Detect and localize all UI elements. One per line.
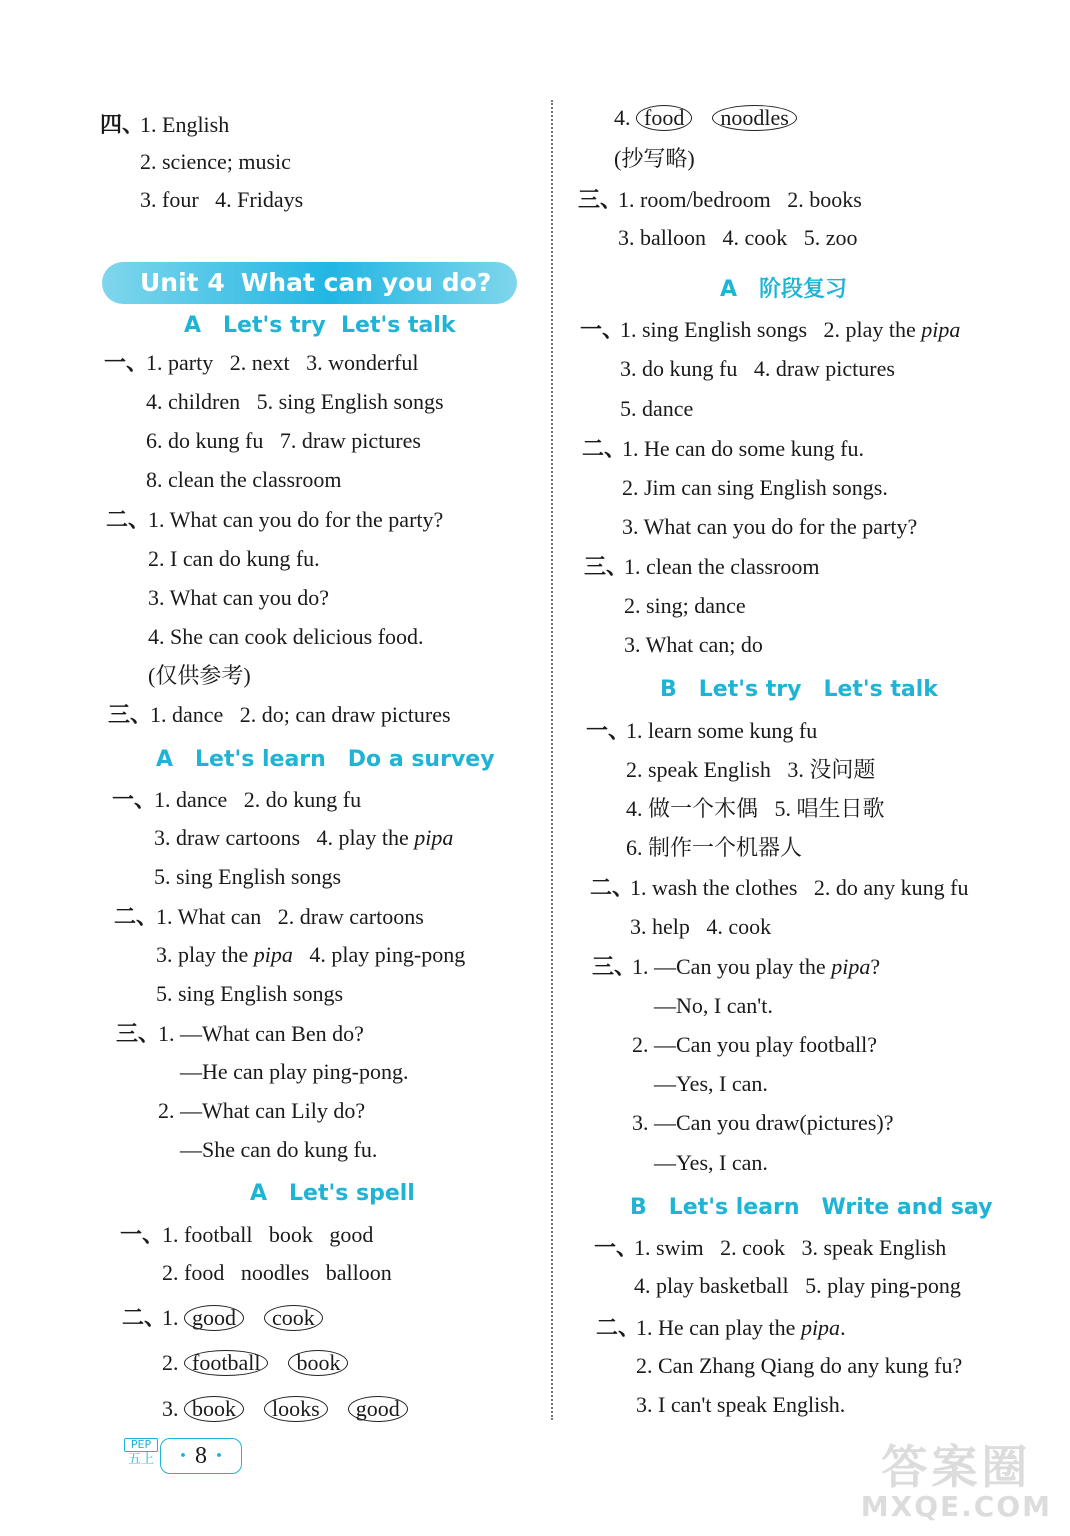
answer-line: 5. sing English songs [154,864,342,889]
answer-line: 1. learn some kung fu [626,718,818,743]
answer-line: 2. I can do kung fu. [148,546,320,571]
watermark-url: MXQE.COM [860,1490,1052,1523]
circled-word: good [184,1305,244,1331]
answer-line: 2. sing; dance [624,593,746,618]
answer-line: 3. —Can you draw(pictures)? [632,1110,894,1135]
answer-line: 3. do kung fu 4. draw pictures [620,356,895,381]
watermark-logo: 答案圈 [881,1440,1032,1494]
section-heading [630,1194,992,1222]
circled-word: cook [264,1305,323,1331]
answer-line: 4. children 5. sing English songs [146,389,444,414]
section-title-2: Let's talk [823,677,938,702]
answer-line: —Yes, I can. [654,1071,768,1096]
answer-line: 1. English [140,112,230,137]
answer-line: 4. 做一个木偶 5. 唱生日歌 [626,796,885,821]
grade-label [124,1438,158,1467]
circled-word: football [184,1350,268,1376]
circled-row: 1. good cook [162,1305,323,1331]
q-number: 二、 [590,875,635,900]
answer-line: 3. four 4. Fridays [140,187,304,212]
answer-line: 3. balloon 4. cook 5. zoo [618,225,858,250]
answer-line: 2. food noodles balloon [162,1260,392,1285]
answer-line: 1. He can play the pipa. [636,1315,846,1340]
q-number: 三、 [584,554,629,579]
answer-line: 4. She can cook delicious food. [148,624,424,649]
answer-line: 2. —Can you play football? [632,1032,878,1057]
answer-line: 3. I can't speak English. [636,1392,846,1417]
answer-line: 6. do kung fu 7. draw pictures [146,428,421,453]
section-title: Let's try [698,677,802,702]
grade-text: 五上 [127,1452,154,1467]
section-heading [720,276,847,304]
q-number: 一、 [120,1222,165,1247]
q-number: 二、 [106,507,151,532]
section-title-2: Write and say [821,1195,993,1220]
answer-line: 1. What can you do for the party? [148,507,444,532]
answer-line: —Yes, I can. [654,1150,768,1175]
answer-line: 2. speak English 3. 没问题 [626,757,876,782]
q-number: 一、 [112,787,157,812]
section-heading [156,746,495,774]
answer-line: 1. party 2. next 3. wonderful [146,350,419,375]
q-number: 二、 [122,1305,167,1330]
unit-name: What can you do? [240,268,492,297]
answer-line: 3. draw cartoons 4. play the pipa [154,825,454,850]
section-title: Let's learn [668,1195,800,1220]
circled-row: 2. football book [162,1350,348,1376]
q-number: 三、 [578,187,623,212]
note: (抄写略) [614,146,695,171]
answer-line: 1. football book good [162,1222,374,1247]
circled-row: 4. food noodles [614,105,797,131]
unit-title [140,268,491,297]
answer-line: 1. —What can Ben do? [158,1021,364,1046]
section-heading [184,312,455,340]
answer-line: —No, I can't. [654,993,773,1018]
answer-line: 1. dance 2. do kung fu [154,787,362,812]
answer-line: 3. What can you do? [148,585,330,610]
answer-line: 5. sing English songs [156,981,344,1006]
section-letter: B [660,677,677,702]
answer-line: —She can do kung fu. [180,1137,378,1162]
circled-word: food [636,105,692,131]
q-number: 一、 [586,718,631,743]
answer-line: 1. wash the clothes 2. do any kung fu [630,875,969,900]
section-title-2: Do a survey [347,747,495,772]
q-number: 三、 [592,954,637,979]
answer-line: —He can play ping-pong. [180,1059,409,1084]
section-letter: B [630,1195,647,1220]
unit-label: Unit 4 [140,268,225,297]
answer-line: 1. clean the classroom [624,554,820,579]
circled-word: good [348,1396,408,1422]
section-heading [250,1180,415,1208]
circled-word: book [184,1396,244,1422]
circled-word: noodles [712,105,796,131]
answer-line: 1. dance 2. do; can draw pictures [150,702,451,727]
answer-line: 2. Can Zhang Qiang do any kung fu? [636,1353,963,1378]
q-number: 一、 [594,1235,639,1260]
answer-line: 1. sing English songs 2. play the pipa [620,317,961,342]
section-title: 阶段复习 [759,277,848,302]
section-title: Let's try Let's talk [223,313,456,338]
q-number: 二、 [582,436,627,461]
q-number: 二、 [114,904,159,929]
section-letter: A [720,277,738,302]
answer-line: 4. play basketball 5. play ping-pong [634,1273,961,1298]
answer-line: 8. clean the classroom [146,467,342,492]
q-number: 三、 [108,702,153,727]
answer-line: 2. science; music [140,149,291,174]
note: (仅供参考) [148,663,251,688]
answer-line: 1. He can do some kung fu. [622,436,864,461]
section-title: Let's learn [195,747,326,772]
answer-line: 5. dance [620,396,694,421]
circled-word: looks [264,1396,328,1422]
page-number: · 8 · [160,1438,242,1474]
section-title: Let's spell [289,1181,415,1206]
answer-line: 1. What can 2. draw cartoons [156,904,424,929]
series-badge: PEP [124,1438,158,1452]
answer-line: 6. 制作一个机器人 [626,835,803,860]
watermark [861,1442,1052,1522]
answer-line: 2. Jim can sing English songs. [622,475,888,500]
q-number: 四、 [100,112,145,137]
q-number: 三、 [116,1021,161,1046]
answer-line: 1. —Can you play the pipa? [632,954,881,979]
page-number-text: 8 [195,1443,207,1469]
answer-line: 3. help 4. cook [630,914,772,939]
answer-line: 2. —What can Lily do? [158,1098,366,1123]
circled-row: 3. book looks good [162,1396,408,1422]
answer-line: 3. play the pipa 4. play ping-pong [156,942,466,967]
section-letter: A [184,313,202,338]
answer-line: 3. What can you do for the party? [622,514,918,539]
section-letter: A [156,747,174,772]
circled-word: book [288,1350,348,1376]
answer-line: 1. room/bedroom 2. books [618,187,862,212]
answer-line: 3. What can; do [624,632,763,657]
section-letter: A [250,1181,268,1206]
q-number: 一、 [104,350,149,375]
section-heading [660,676,938,704]
q-number: 二、 [596,1315,641,1340]
column-divider [551,100,553,1420]
answer-line: 1. swim 2. cook 3. speak English [634,1235,947,1260]
q-number: 一、 [580,317,625,342]
